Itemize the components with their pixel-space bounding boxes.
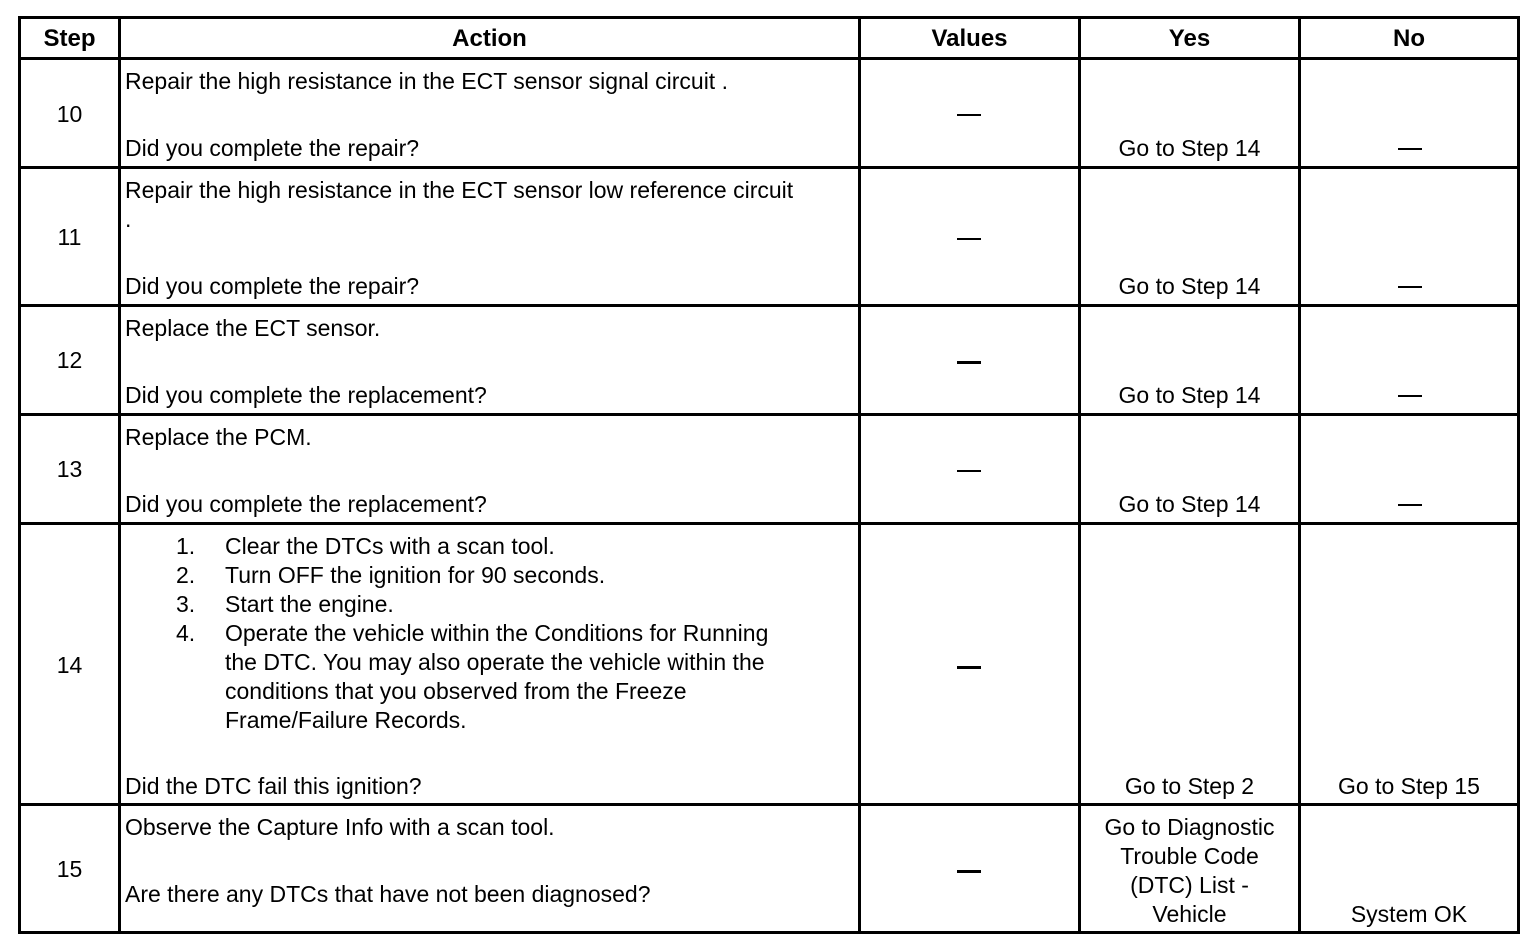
step-number: 10 [56,101,83,127]
header-values: Values [931,25,1008,52]
list-item-number: 3. [176,591,196,617]
values-dash [957,666,981,669]
no-action: System OK [1350,901,1468,927]
yes-action: Go to Step 2 [1124,773,1255,799]
header-action: Action [452,25,527,52]
yes-action: Go to Step 14 [1118,135,1261,161]
list-item-text: conditions that you observed from the Freeze [225,678,687,704]
column-divider [118,19,121,931]
header-step: Step [43,25,96,52]
values-dash [957,238,981,240]
action-text: . [125,206,132,232]
list-item-number: 1. [176,533,196,559]
header-no: No [1393,25,1425,52]
list-item-text: Start the engine. [225,591,394,617]
values-dash [957,470,981,472]
list-item-text: Clear the DTCs with a scan tool. [225,533,555,559]
yes-action-line: Trouble Code [1120,843,1259,869]
list-item-text: Operate the vehicle within the Conditions for Running [225,620,769,646]
values-dash [957,114,981,116]
list-item-text: Turn OFF the ignition for 90 seconds. [225,562,606,588]
row-divider [21,166,1517,169]
column-divider [858,19,861,931]
no-dash [1398,148,1422,150]
action-question: Did you complete the repair? [125,135,420,161]
yes-action: Go to Step 14 [1118,273,1261,299]
no-action: Go to Step 15 [1338,773,1480,799]
values-dash [957,870,981,873]
action-question: Did the DTC fail this ignition? [125,773,422,799]
row-divider [21,522,1517,525]
step-number: 15 [56,856,83,882]
row-divider [21,413,1517,416]
action-question: Did you complete the replacement? [125,491,487,517]
action-question: Did you complete the replacement? [125,382,487,408]
action-text: Replace the ECT sensor. [125,315,381,341]
yes-action-line: (DTC) List - [1130,872,1249,898]
action-text: Replace the PCM. [125,424,312,450]
row-divider [21,803,1517,806]
no-dash [1398,286,1422,288]
header-yes: Yes [1168,25,1211,52]
row-divider [21,57,1517,60]
action-text: Observe the Capture Info with a scan tool. [125,814,555,840]
values-dash [957,361,981,364]
step-number: 11 [57,224,82,250]
action-question: Did you complete the repair? [125,273,420,299]
yes-action-line: Go to Diagnostic [1104,814,1275,840]
row-divider [21,304,1517,307]
step-number: 13 [56,456,83,482]
action-text: Repair the high resistance in the ECT sensor low reference circuit [125,177,794,203]
list-item-text: the DTC. You may also operate the vehicle within the [225,649,765,675]
no-dash [1398,395,1422,397]
yes-action: Go to Step 14 [1118,382,1261,408]
step-number: 12 [56,347,83,373]
yes-action-line: Vehicle [1152,901,1227,927]
list-item-number: 2. [176,562,196,588]
no-dash [1398,504,1422,506]
list-item-text: Frame/Failure Records. [225,707,467,733]
yes-action: Go to Step 14 [1118,491,1261,517]
action-text: Repair the high resistance in the ECT sensor signal circuit . [125,68,728,94]
list-item-number: 4. [176,620,196,646]
diagnostic-table [18,16,1520,934]
step-number: 14 [56,652,83,678]
action-question: Are there any DTCs that have not been diagnosed? [125,881,651,907]
